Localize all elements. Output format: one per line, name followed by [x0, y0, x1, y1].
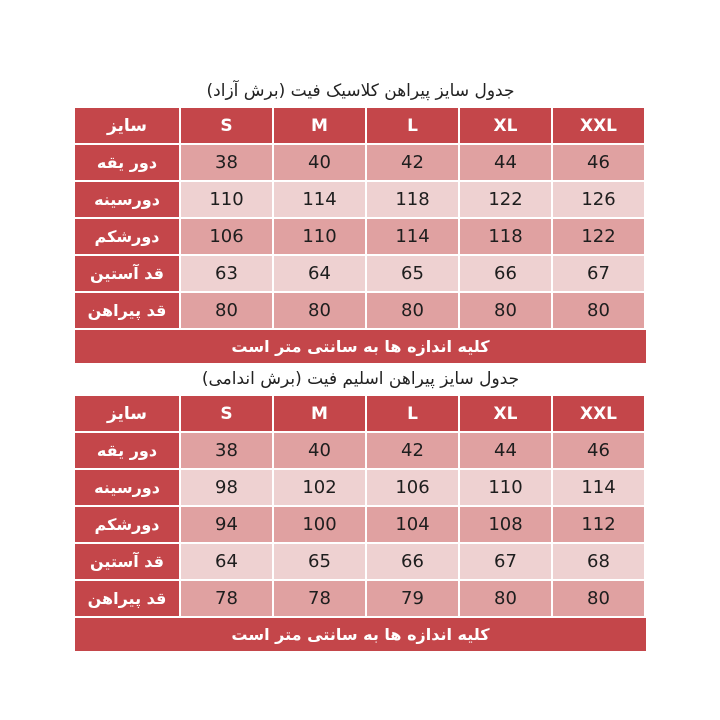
table-cell: 46 — [553, 433, 644, 468]
table-cell: 102 — [274, 470, 365, 505]
table-cell: 80 — [553, 293, 644, 328]
table-footer-note: کلیه اندازه ها به سانتی متر است — [75, 330, 646, 363]
header-size-l: L — [367, 108, 458, 143]
slim-fit-size-table — [75, 366, 646, 651]
table-cell: 44 — [460, 433, 551, 468]
row-label-collar: دور یقه — [75, 145, 179, 180]
size-grid — [75, 396, 646, 616]
table-cell: 122 — [460, 182, 551, 217]
table-cell: 65 — [274, 544, 365, 579]
table-cell: 114 — [367, 219, 458, 254]
table-cell: 66 — [367, 544, 458, 579]
table-cell: 80 — [553, 581, 644, 616]
table-cell: 68 — [553, 544, 644, 579]
table-cell: 80 — [460, 581, 551, 616]
table-cell: 44 — [460, 145, 551, 180]
table-cell: 79 — [367, 581, 458, 616]
header-size-xl: XL — [460, 108, 551, 143]
table-cell: 80 — [460, 293, 551, 328]
table-cell: 78 — [181, 581, 272, 616]
header-size-s: S — [181, 396, 272, 431]
table-cell: 80 — [274, 293, 365, 328]
header-size-label: سایز — [75, 396, 179, 431]
row-label-waist: دورشکم — [75, 507, 179, 542]
table-cell: 118 — [460, 219, 551, 254]
header-size-xl: XL — [460, 396, 551, 431]
classic-fit-size-table — [75, 78, 646, 363]
row-label-collar: دور یقه — [75, 433, 179, 468]
row-label-shirt-length: قد پیراهن — [75, 581, 179, 616]
table-cell: 126 — [553, 182, 644, 217]
row-label-sleeve: قد آستین — [75, 256, 179, 291]
table-cell: 110 — [181, 182, 272, 217]
header-size-s: S — [181, 108, 272, 143]
table-cell: 98 — [181, 470, 272, 505]
table-cell: 40 — [274, 145, 365, 180]
table-cell: 40 — [274, 433, 365, 468]
table-cell: 80 — [367, 293, 458, 328]
table-cell: 78 — [274, 581, 365, 616]
table-cell: 122 — [553, 219, 644, 254]
row-label-chest: دورسینه — [75, 470, 179, 505]
header-size-m: M — [274, 108, 365, 143]
table-cell: 100 — [274, 507, 365, 542]
table-title: جدول سایز پیراهن اسلیم فیت (برش اندامی) — [201, 369, 520, 389]
table-title: جدول سایز پیراهن کلاسیک فیت (برش آزاد) — [206, 81, 515, 101]
table-cell: 67 — [553, 256, 644, 291]
table-cell: 64 — [274, 256, 365, 291]
row-label-shirt-length: قد پیراهن — [75, 293, 179, 328]
header-size-xxl: XXL — [553, 396, 644, 431]
table-cell: 106 — [367, 470, 458, 505]
row-label-sleeve: قد آستین — [75, 544, 179, 579]
table-cell: 66 — [460, 256, 551, 291]
table-cell: 94 — [181, 507, 272, 542]
table-cell: 67 — [460, 544, 551, 579]
row-label-waist: دورشکم — [75, 219, 179, 254]
header-size-label: سایز — [75, 108, 179, 143]
table-cell: 65 — [367, 256, 458, 291]
size-grid — [75, 108, 646, 328]
table-cell: 38 — [181, 433, 272, 468]
table-footer-note: کلیه اندازه ها به سانتی متر است — [75, 618, 646, 651]
header-size-l: L — [367, 396, 458, 431]
table-cell: 114 — [274, 182, 365, 217]
table-cell: 64 — [181, 544, 272, 579]
header-size-m: M — [274, 396, 365, 431]
table-cell: 114 — [553, 470, 644, 505]
table-cell: 118 — [367, 182, 458, 217]
table-cell: 110 — [460, 470, 551, 505]
table-cell: 46 — [553, 145, 644, 180]
table-cell: 42 — [367, 145, 458, 180]
table-cell: 42 — [367, 433, 458, 468]
table-cell: 110 — [274, 219, 365, 254]
header-size-xxl: XXL — [553, 108, 644, 143]
row-label-chest: دورسینه — [75, 182, 179, 217]
table-cell: 112 — [553, 507, 644, 542]
table-cell: 38 — [181, 145, 272, 180]
table-cell: 108 — [460, 507, 551, 542]
table-cell: 104 — [367, 507, 458, 542]
table-cell: 63 — [181, 256, 272, 291]
table-cell: 80 — [181, 293, 272, 328]
table-cell: 106 — [181, 219, 272, 254]
